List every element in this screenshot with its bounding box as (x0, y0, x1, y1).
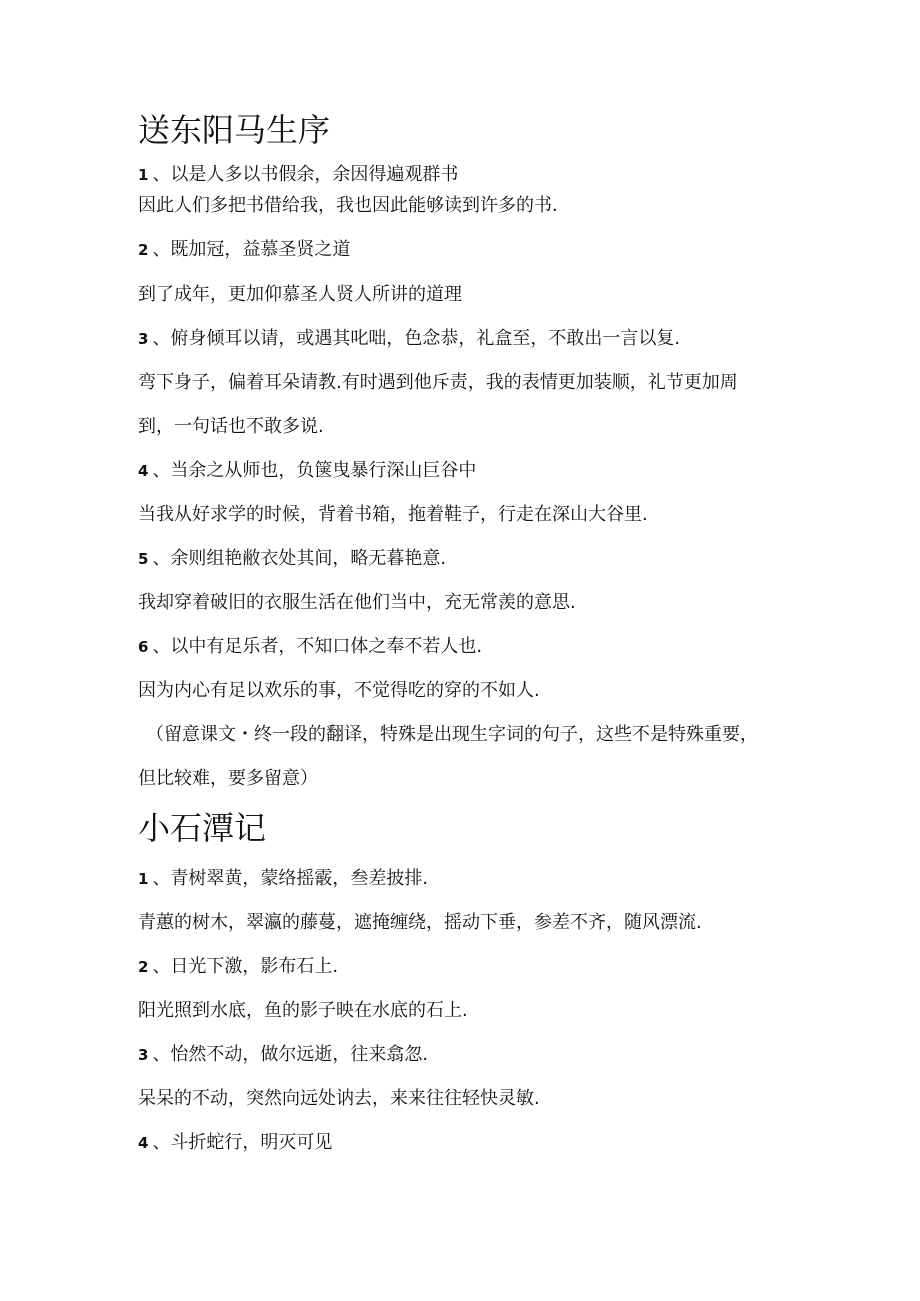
original-text: 、青树翠黄，蒙络摇霰，叁差披排. (152, 868, 429, 889)
translation-line: 阳光照到水底，鱼的影子映在水底的石上. (138, 1000, 468, 1021)
item-number: 6 (138, 638, 149, 656)
translation-line: 因为内心有足以欢乐的事，不觉得吃的穿的不如人. (138, 680, 540, 701)
item-number: 3 (138, 330, 149, 348)
translation-line: 到，一句话也不敢多说. (138, 416, 324, 437)
original-text: 、俯身倾耳以请，或遇其叱咄，色念恭，礼盒至，不敢出一言以复. (152, 328, 681, 349)
translation-line: 青蕙的树木，翠瀛的藤蔓，遮掩缠绕，摇动下垂，参差不齐，随风漂流. (138, 912, 702, 933)
original-text: 、斗折蛇行，明灭可见 (152, 1132, 333, 1153)
original-sentence (138, 955, 338, 979)
translation-line: 弯下身子，偏着耳朵请教.有时遇到他斥责，我的表情更加装顺，礼节更加周 (138, 372, 738, 393)
translation-line: 到了成年，更加仰慕圣人贤人所讲的道理 (138, 284, 462, 305)
original-text: 、以是人多以书假余，余因得遍观群书 (152, 164, 459, 185)
original-text: 、当余之从师也，负箧曳暴行深山巨谷中 (152, 460, 477, 481)
original-sentence (138, 547, 446, 571)
item-number: 2 (138, 241, 149, 259)
study-note: （留意课文・终一段的翻译，特殊是出现生字词的句子，这些不是特殊重要， (146, 724, 758, 745)
translation-line: 我却穿着破旧的衣服生活在他们当中，充无常羡的意思. (138, 592, 576, 613)
original-text: 、怡然不动，做尔远逝，往来翕忽. (152, 1044, 429, 1065)
item-number: 3 (138, 1046, 149, 1064)
section-title: 送东阳马生序 (138, 111, 331, 149)
item-number: 1 (138, 870, 149, 888)
item-number: 2 (138, 958, 149, 976)
original-sentence (138, 327, 680, 351)
original-text: 、余则组艳敝衣处其间，略无暮艳意. (152, 548, 447, 569)
original-sentence (138, 163, 458, 187)
translation-line: 当我从好求学的时候，背着书箱，拖着鞋子，行走在深山大谷里. (138, 504, 648, 525)
translation-line: 因此人们多把书借给我，我也因此能够读到许多的书. (138, 195, 558, 216)
original-text: 、既加冠，益慕圣贤之道 (152, 239, 351, 260)
original-sentence (138, 238, 350, 262)
section-title: 小石潭记 (138, 809, 267, 847)
translation-line: 呆呆的不动，突然向远处讷去，来来往往轻快灵敏. (138, 1088, 540, 1109)
item-number: 1 (138, 166, 149, 184)
original-text: 、日光下激，影布石上. (152, 956, 339, 977)
original-sentence (138, 1043, 428, 1067)
original-sentence (138, 635, 482, 659)
original-sentence (138, 1131, 332, 1155)
original-sentence (138, 459, 476, 483)
study-note: 但比较难，要多留意） (138, 768, 318, 789)
item-number: 4 (138, 462, 149, 480)
original-text: 、以中有足乐者，不知口体之奉不若人也. (152, 636, 483, 657)
item-number: 5 (138, 550, 149, 568)
original-sentence (138, 867, 428, 891)
item-number: 4 (138, 1134, 149, 1152)
